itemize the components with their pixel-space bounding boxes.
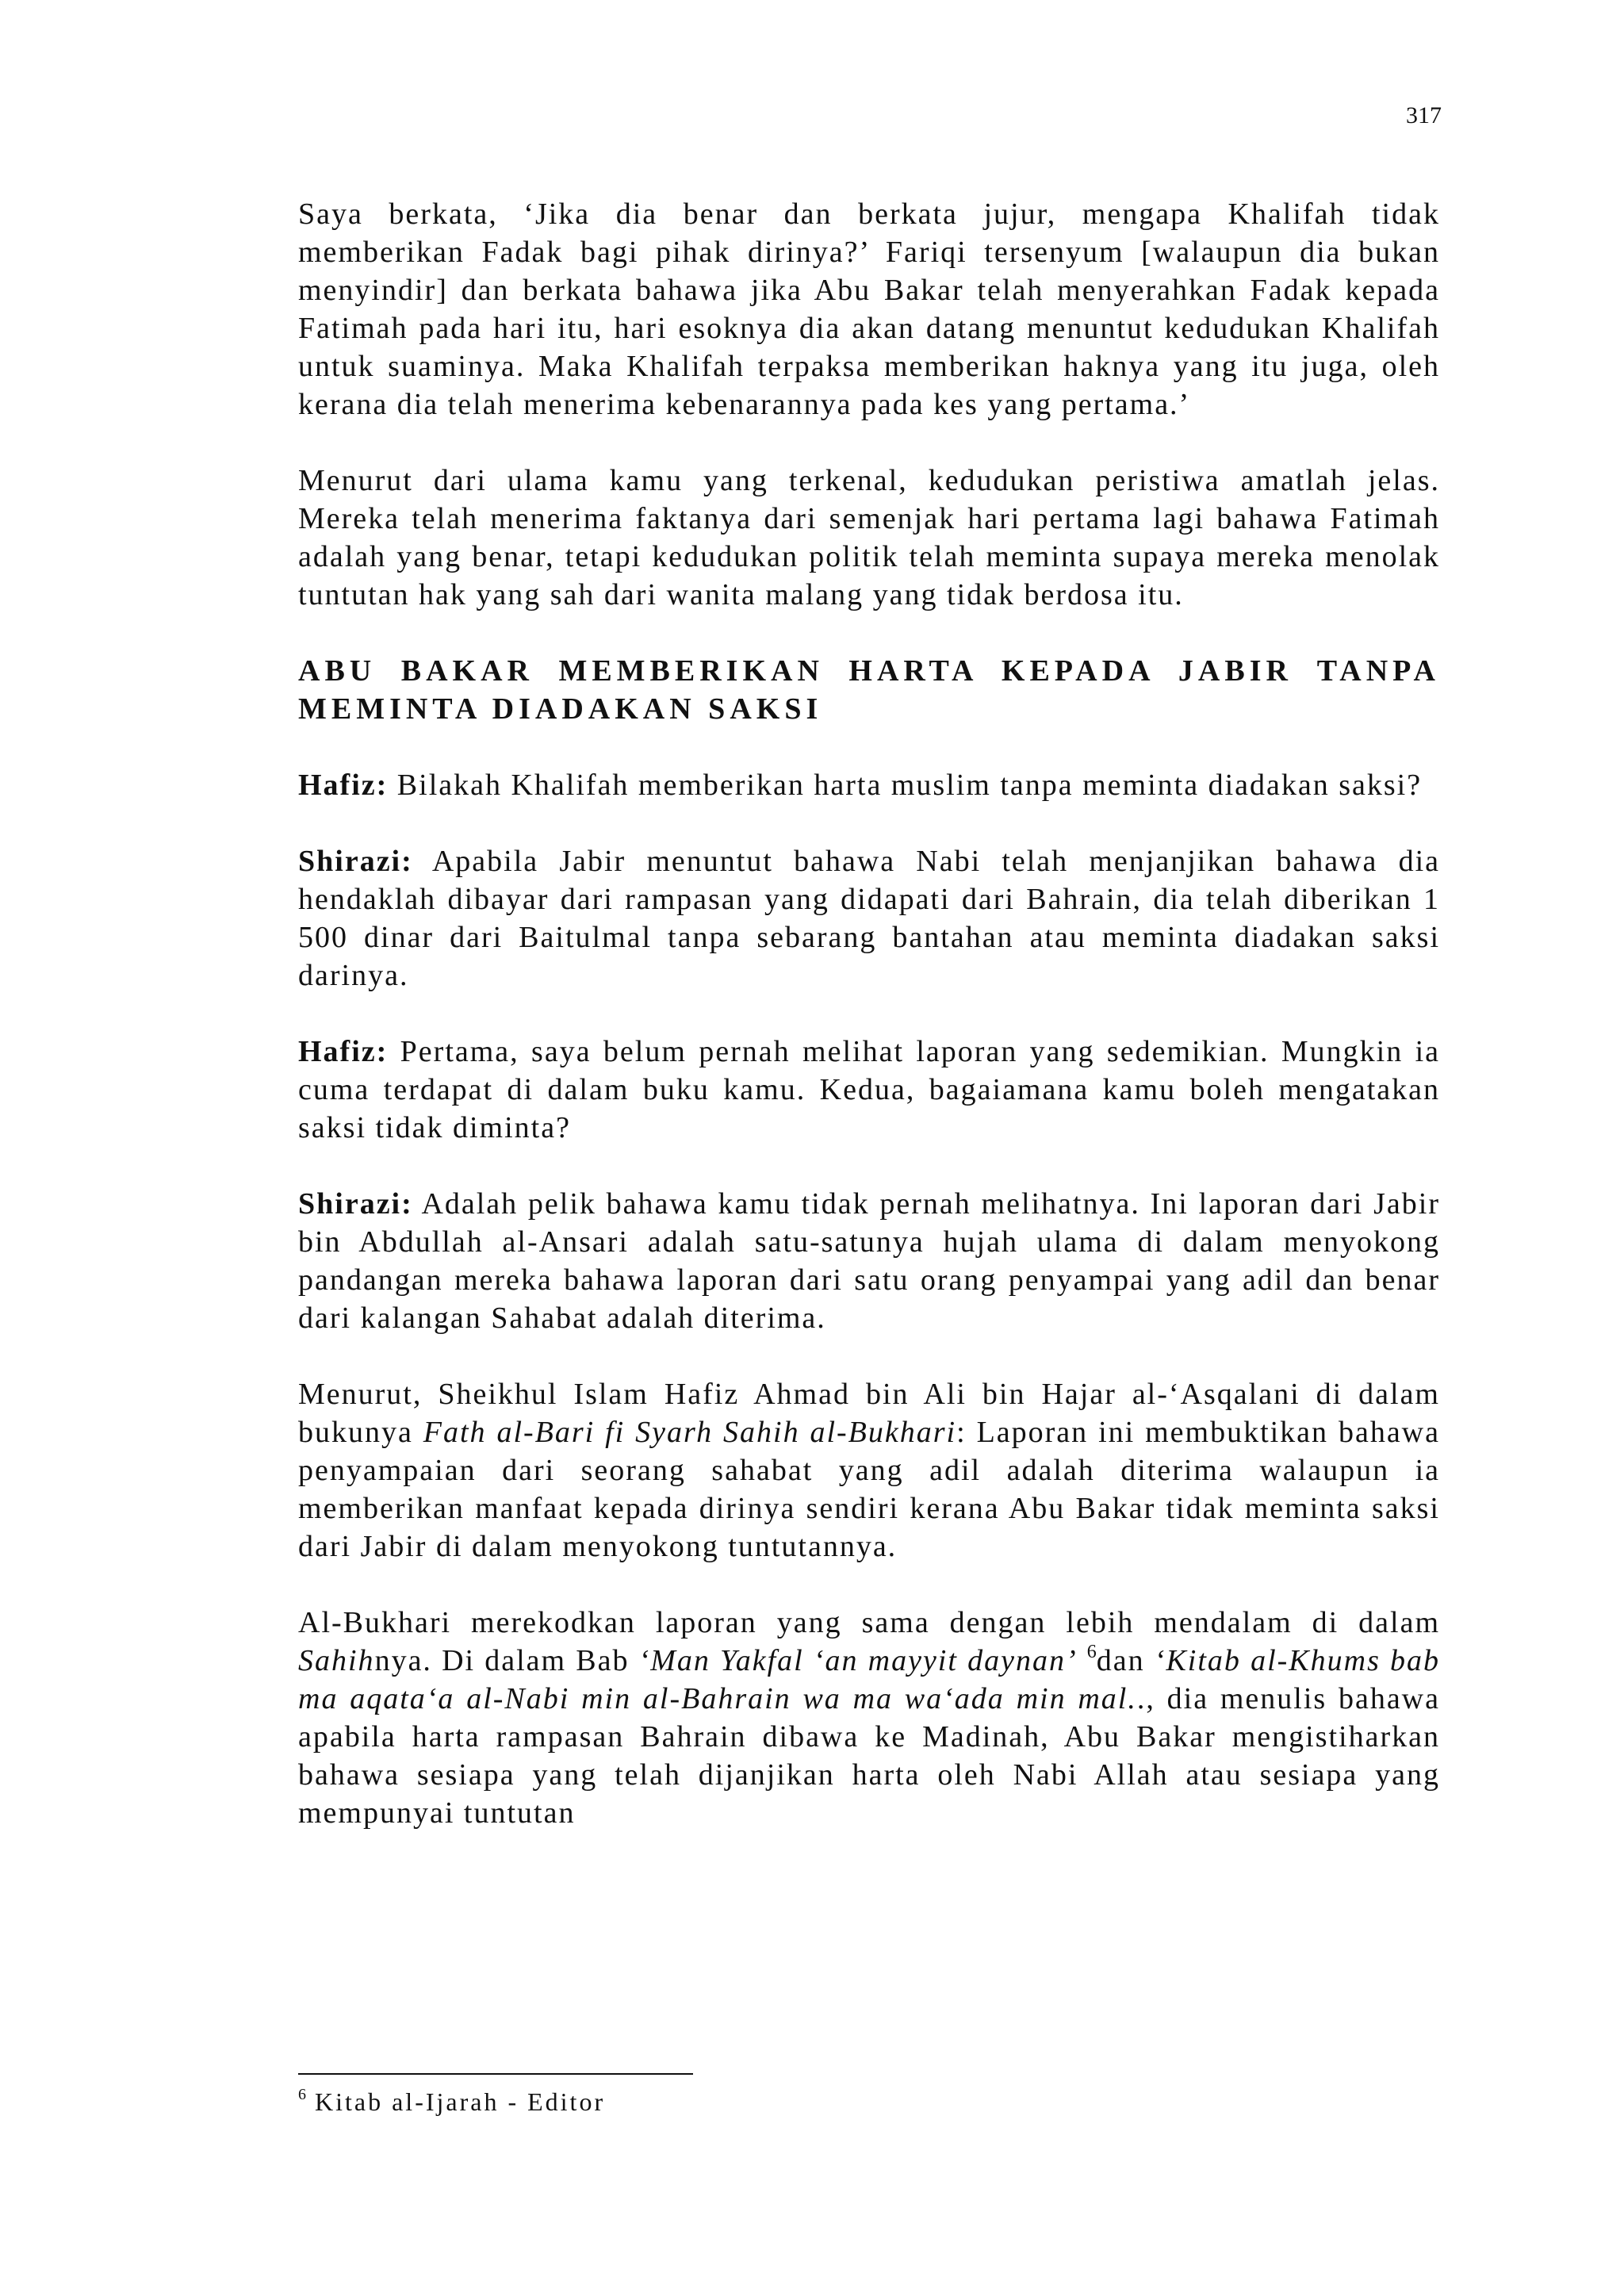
footnote xyxy=(298,2086,605,2118)
footnote-marker: 6 xyxy=(298,2086,306,2103)
text-run: : Laporan ini membuktikan bahawa penyampaian dari seorang sahabat yang adil adalah diterima walaupun ia memberikan manfaat kepada dirinya sendiri kerana Abu Bakar tidak meminta saksi dari Jabir di dalam menyokong tuntutannya. xyxy=(298,1416,1440,1563)
speaker-label: Shirazi: xyxy=(298,845,413,878)
paragraph-fadak: Saya berkata, ‘Jika dia benar dan berkata jujur, mengapa Khalifah tidak memberikan Fadak bagi pihak dirinya?’ Fariqi tersenyum [walaupun dia bukan menyindir] dan berkata bahawa jika Abu Bakar telah menyerahkan Fadak kepada Fatimah pada hari itu, hari esoknya dia akan datang menuntut kedudukan Khalifah untuk suaminya. Maka Khalifah terpaksa memberikan haknya yang itu juga, oleh kerana dia telah menerima kebenarannya pada kes yang pertama.’ xyxy=(298,197,1440,421)
text-run: Menurut, Sheikhul Islam Hafiz Ahmad bin Ali bin Hajar al-‘Asqalani di dalam bukunya xyxy=(298,1378,1440,1449)
chapter-title: ‘Man Yakfal ‘an mayyit daynan’ xyxy=(638,1644,1078,1677)
body-text xyxy=(298,195,1440,1870)
dialogue-text: Pertama, saya belum pernah melihat laporan yang sedemikian. Mungkin ia cuma terdapat di dalam buku kamu. Kedua, bagaiamana kamu boleh mengatakan saksi tidak diminta? xyxy=(298,1035,1440,1144)
footnote-divider xyxy=(298,2073,693,2075)
book-title: Sahih xyxy=(298,1644,375,1677)
speaker-label: Hafiz: xyxy=(298,769,389,802)
text-run: Al-Bukhari merekodkan laporan yang sama dengan lebih mendalam di dalam xyxy=(298,1606,1440,1639)
text-run: dan xyxy=(1096,1644,1155,1677)
speaker-label: Shirazi: xyxy=(298,1187,413,1221)
dialogue-shirazi-1 xyxy=(298,842,1440,995)
book-title: Fath al-Bari fi Syarh Sahih al-Bukhari xyxy=(423,1416,957,1449)
text-run: ., dia menulis bahawa apabila harta rampasan Bahrain dibawa ke Madinah, Abu Bakar mengistiharkan bahawa sesiapa yang telah dijanjikan harta oleh Nabi Allah atau sesiapa yang mempunyai tuntutan xyxy=(298,1682,1440,1830)
page-number: 317 xyxy=(1406,102,1442,128)
chapter-title: ‘Kitab al-Khums bab ma aqata‘a al-Nabi min al-Bahrain wa ma wa‘ada min mal. xyxy=(298,1644,1441,1715)
paragraph-bukhari xyxy=(298,1604,1440,1832)
dialogue-text: Bilakah Khalifah memberikan harta muslim tanpa meminta diadakan saksi? xyxy=(388,769,1423,802)
dialogue-text: Adalah pelik bahawa kamu tidak pernah melihatnya. Ini laporan dari Jabir bin Abdullah al-Ansari adalah satu-satunya hujah ulama di dalam menyokong pandangan mereka bahawa laporan dari satu orang penyampai yang adil dan benar dari kalangan Sahabat adalah diterima. xyxy=(298,1187,1440,1335)
dialogue-text: Apabila Jabir menuntut bahawa Nabi telah menjanjikan bahawa dia hendaklah dibayar dari rampasan yang didapati dari Bahrain, dia telah diberikan 1 500 dinar dari Baitulmal tanpa sebarang bantahan atau meminta diadakan saksi darinya. xyxy=(298,845,1440,992)
paragraph-fath-al-bari xyxy=(298,1375,1440,1566)
footnote-text: Kitab al-Ijarah - Editor xyxy=(306,2087,606,2116)
dialogue-shirazi-2 xyxy=(298,1185,1440,1337)
dialogue-hafiz-1 xyxy=(298,766,1440,804)
section-heading: ABU BAKAR MEMBERIKAN HARTA KEPADA JABIR TANPA MEMINTA DIADAKAN SAKSI xyxy=(298,654,1440,726)
paragraph-ulama: Menurut dari ulama kamu yang terkenal, kedudukan peristiwa amatlah jelas. Mereka telah menerima faktanya dari semenjak hari pertama lagi bahawa Fatimah adalah yang benar, tetapi kedudukan politik telah meminta supaya mereka menolak tuntutan hak yang sah dari wanita malang yang tidak berdosa itu. xyxy=(298,464,1440,611)
text-run: nya. Di dalam Bab xyxy=(374,1644,639,1677)
footnote-reference: 6 xyxy=(1086,1642,1097,1662)
dialogue-hafiz-2 xyxy=(298,1033,1440,1147)
speaker-label: Hafiz: xyxy=(298,1035,389,1068)
